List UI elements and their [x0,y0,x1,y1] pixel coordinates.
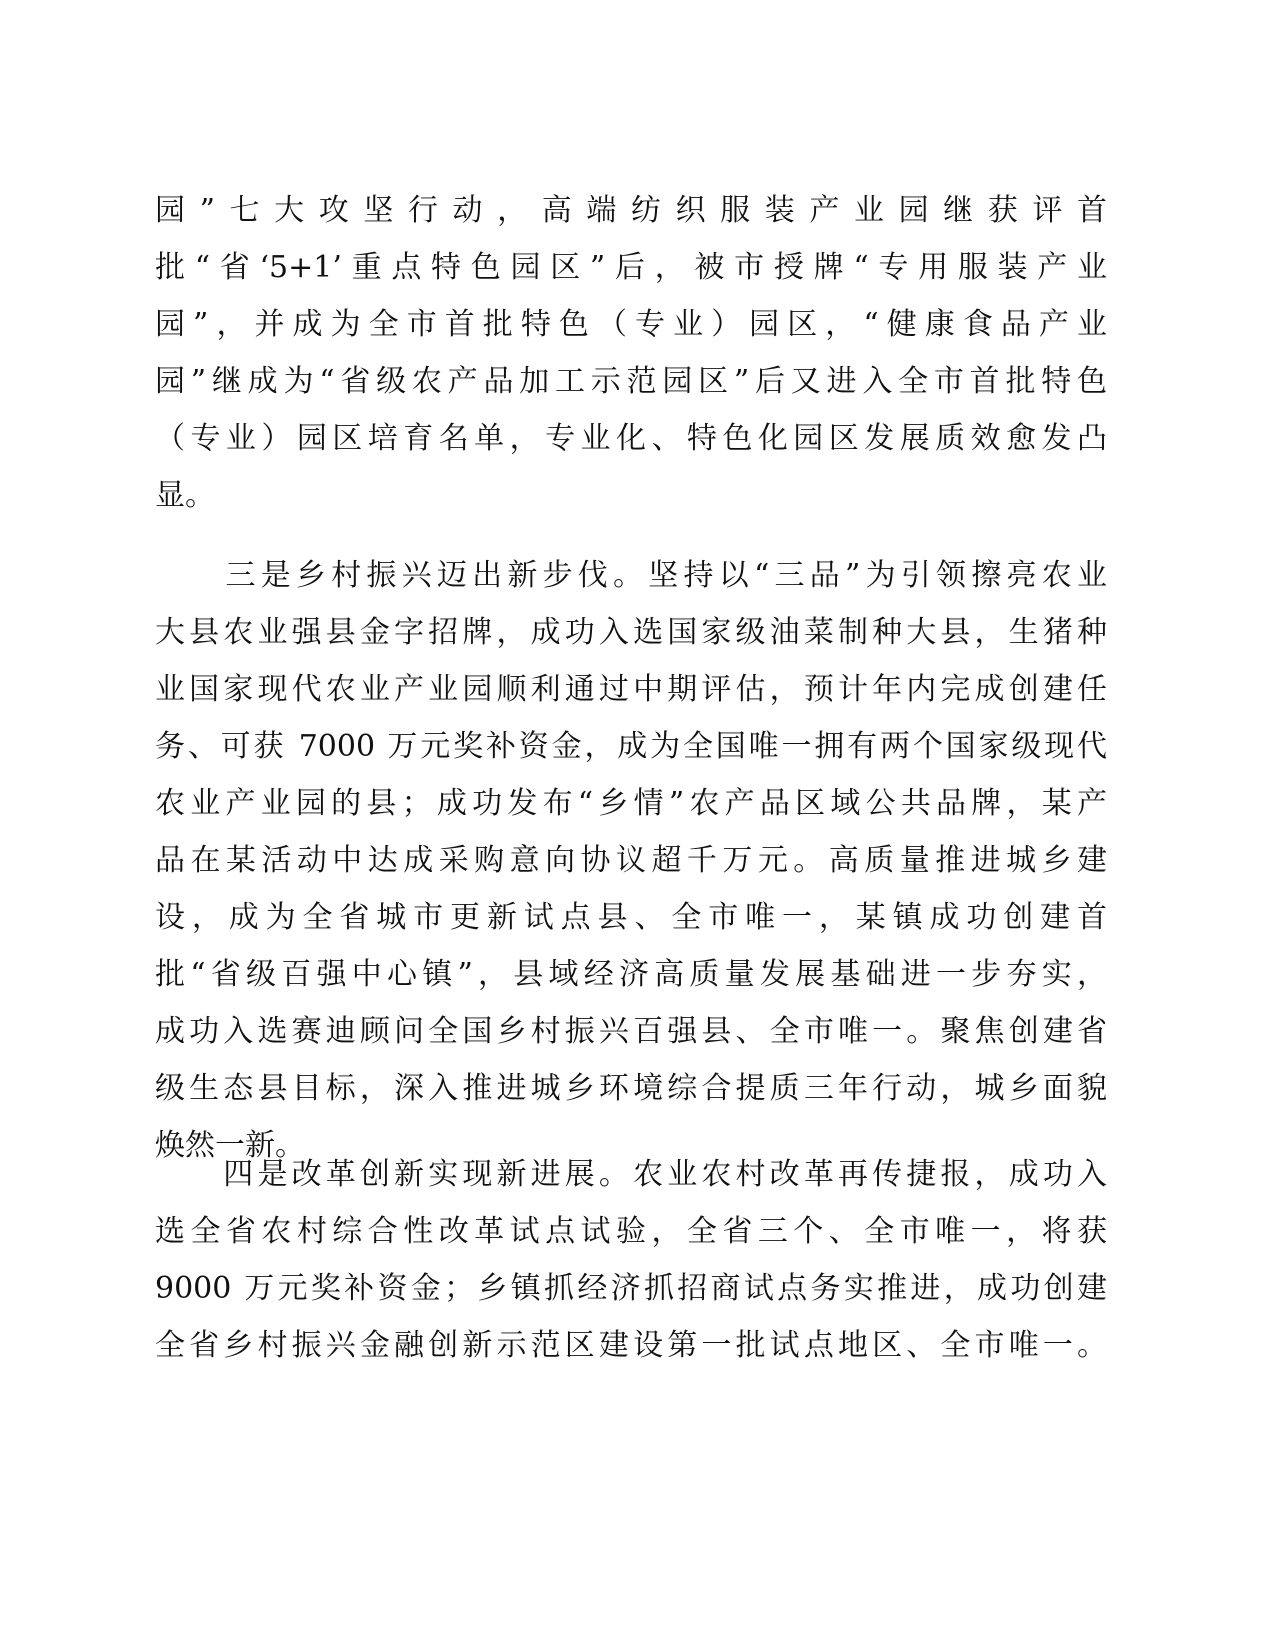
text-line: 显。 [155,478,215,513]
paragraph-rural-revitalization [155,547,1107,1174]
text-line: 务、可获 7000 万元奖补资金，成为全国唯一拥有两个国家级现代 [155,729,1107,764]
text-line: 品在某活动中达成采购意向协议超千万元。高质量推进城乡建 [155,843,1107,878]
text-line: 9000 万元奖补资金；乡镇抓经济抓招商试点务实推进，成功创建 [155,1271,1107,1306]
text-line: 三是乡村振兴迈出新步伐。坚持以“三品”为引领擦亮农业 [155,558,1107,593]
text-line: 业国家现代农业产业园顺利通过中期评估，预计年内完成创建任 [155,672,1107,707]
text-line: 批“省级百强中心镇”，县域经济高质量发展基础进一步夯实， [155,957,1107,992]
text-line: 四是改革创新实现新进展。农业农村改革再传捷报，成功入 [155,1157,1107,1192]
text-line: 级生态县目标，深入推进城乡环境综合提质三年行动，城乡面貌 [155,1071,1107,1106]
paragraph-industrial-parks [155,182,1107,524]
text-line: 园”，并成为全市首批特色（专业）园区，“健康食品产业 [155,307,1107,342]
text-line: 焕然一新。 [155,1128,305,1163]
text-line: 批“省‘5+1’重点特色园区”后，被市授牌“专用服装产业 [155,250,1107,285]
text-line: 全省乡村振兴金融创新示范区建设第一批试点地区、全市唯一。 [155,1328,1107,1363]
text-line: 选全省农村综合性改革试点试验，全省三个、全市唯一，将获 [155,1214,1107,1249]
text-line: 园”七大攻坚行动，高端纺织服装产业园继获评首 [155,193,1107,228]
text-line: 大县农业强县金字招牌，成功入选国家级油菜制种大县，生猪种 [155,615,1107,650]
text-line: 设，成为全省城市更新试点县、全市唯一，某镇成功创建首 [155,900,1107,935]
paragraph-reform-innovation [155,1146,1107,1374]
text-line: 成功入选赛迪顾问全国乡村振兴百强县、全市唯一。聚焦创建省 [155,1014,1107,1049]
text-line: 园”继成为“省级农产品加工示范园区”后又进入全市首批特色 [155,364,1107,399]
text-line: （专业）园区培育名单，专业化、特色化园区发展质效愈发凸 [155,421,1107,456]
text-line: 农业产业园的县；成功发布“乡情”农产品区域公共品牌，某产 [155,786,1107,821]
